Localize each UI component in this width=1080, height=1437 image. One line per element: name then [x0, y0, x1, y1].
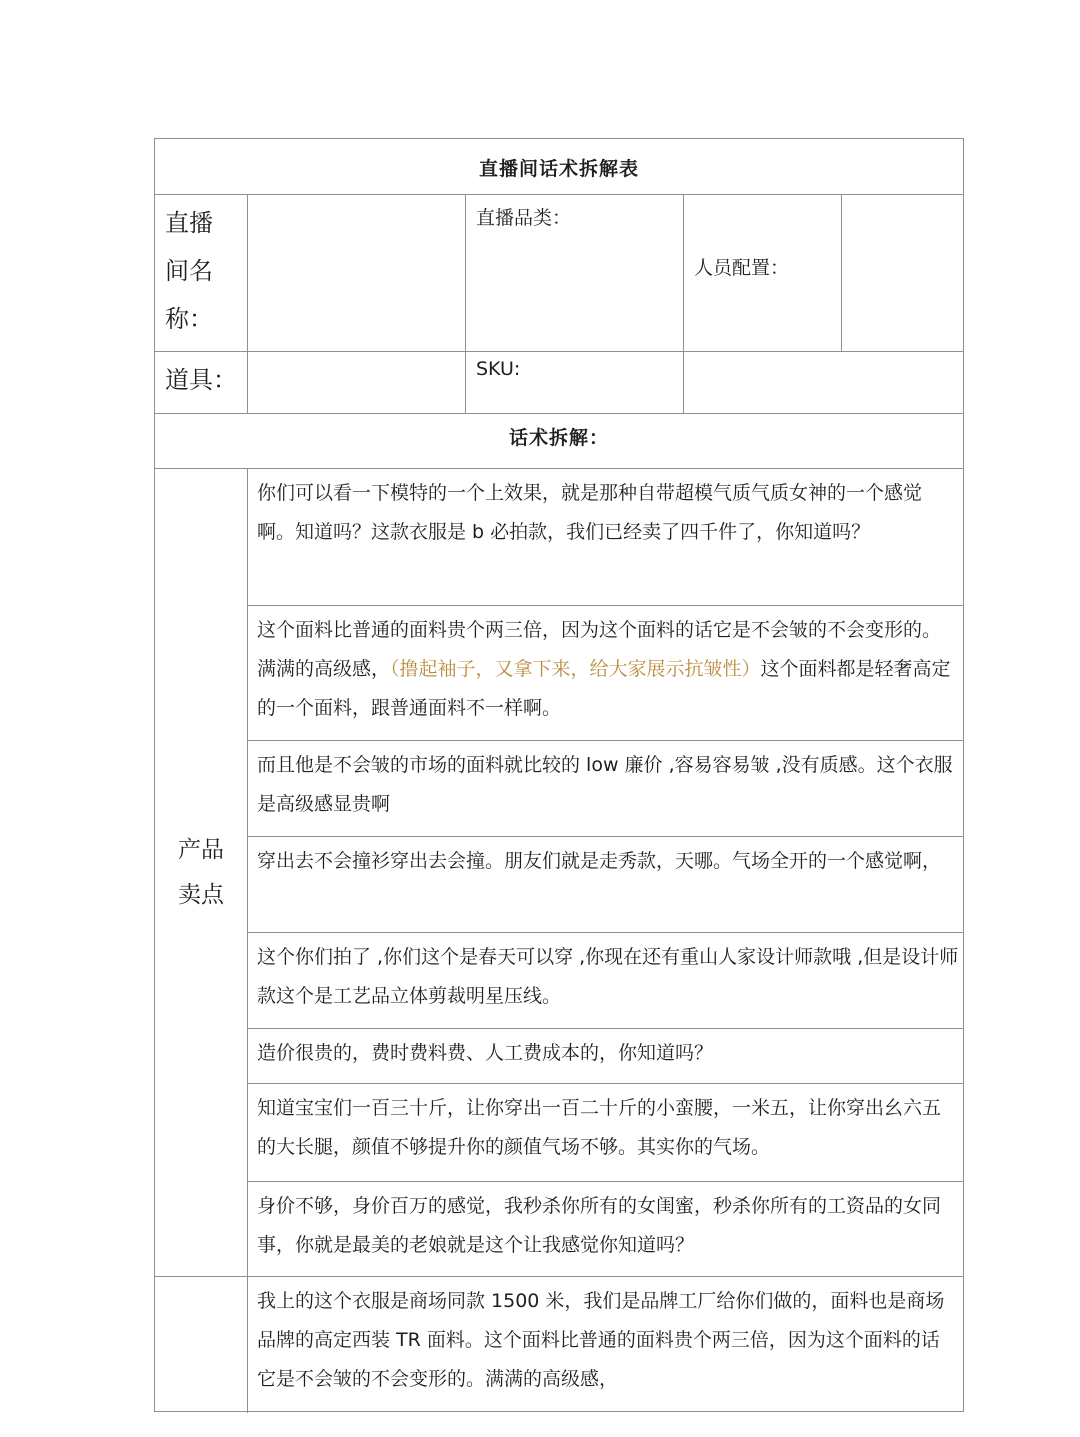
- table-title-row: [155, 139, 963, 195]
- selling-point-item: [248, 1084, 963, 1182]
- extra-section-row: [155, 1277, 963, 1413]
- extra-section-text: 我上的这个衣服是商场同款 1500 米，我们是品牌工厂给你们做的，面料也是商场品牌的高定西装 TR 面料。这个面料比普通的面料贵个两三倍，因为这个面料的话它是不会皱的不会变形的。满满的高级感，: [257, 1290, 945, 1390]
- selling-points-list: [248, 469, 963, 1276]
- category-cell: [466, 195, 684, 351]
- selling-point-text: 知道宝宝们一百三十斤，让你穿出一百二十斤的小蛮腰，一米五，让你穿出幺六五的大长腿，颜值不够提升你的颜值气场不够。其实你的气场。: [257, 1097, 942, 1158]
- room-name-label: 直播间名称：: [165, 209, 213, 333]
- room-name-label-cell: [155, 195, 248, 351]
- category-label: 直播品类：: [476, 207, 572, 229]
- selling-point-text: 身价不够，身价百万的感觉，我秒杀你所有的女闺蜜，秒杀你所有的工资品的女同事，你就是最美的老娘就是这个让我感觉你知道吗？: [257, 1195, 942, 1256]
- staff-label-cell: [684, 195, 842, 351]
- info-row-2: [155, 352, 963, 414]
- props-value-cell: [248, 352, 466, 413]
- sku-cell: [466, 352, 684, 413]
- props-label-cell: [155, 352, 248, 413]
- selling-point-item: [248, 837, 963, 933]
- selling-point-item: [248, 606, 963, 741]
- selling-point-text: 穿出去不会撞衫穿出去会撞。朋友们就是走秀款，天哪。气场全开的一个感觉啊，: [257, 850, 942, 872]
- selling-point-item: [248, 1029, 963, 1084]
- sku-label: SKU:: [476, 358, 521, 380]
- extra-section-label-cell: [155, 1277, 248, 1413]
- selling-point-text-part: 这个面料都是轻奢高定的一个面料，跟普通面料不一样啊。: [257, 658, 951, 719]
- table-title: 直播间话术拆解表: [478, 157, 639, 180]
- extra-section-text-cell: [248, 1277, 963, 1413]
- script-section-title: 话术拆解：: [508, 426, 609, 449]
- selling-points-label-cell: [155, 469, 248, 1276]
- selling-point-text: [248, 606, 963, 728]
- selling-points-block: [155, 469, 963, 1277]
- script-breakdown-table: [154, 138, 964, 1412]
- selling-point-item: [248, 469, 963, 606]
- selling-point-text: 这个你们拍了 ,你们这个是春天可以穿 ,你现在还有重山人家设计师款哦 ,但是设计师款这个是工艺品立体剪裁明星压线。: [257, 946, 959, 1007]
- selling-point-text: 造价很贵的，费时费料费、人工费成本的，你知道吗？: [257, 1042, 714, 1064]
- staff-value-cell: [842, 195, 963, 351]
- staff-label: 人员配置：: [694, 257, 790, 279]
- props-label: 道具：: [165, 366, 237, 394]
- selling-point-text-part: 这个面料比普通的面料贵个两三倍，因为这个面料的话它是不会皱的不会变形的。满满的高级感，: [257, 619, 942, 680]
- selling-point-item: [248, 933, 963, 1029]
- room-name-value-cell: [248, 195, 466, 351]
- selling-point-text: 你们可以看一下模特的一个上效果，就是那种自带超模气质气质女神的一个感觉啊。知道吗？这款衣服是 b 必拍款，我们已经卖了四千件了，你知道吗？: [257, 482, 923, 543]
- info-row-1: [155, 195, 963, 352]
- sku-value-cell: [684, 352, 963, 413]
- selling-point-text: 而且他是不会皱的市场的面料就比较的 low 廉价 ,容易容易皱 ,没有质感。这个衣服是高级感显贵啊: [257, 754, 953, 815]
- selling-point-item: [248, 741, 963, 837]
- script-section-row: [155, 414, 963, 469]
- stage-direction-highlight: （撸起袖子，又拿下来，给大家展示抗皱性）: [390, 658, 761, 680]
- selling-point-item: [248, 1182, 963, 1277]
- selling-points-label: 产品卖点: [178, 836, 224, 908]
